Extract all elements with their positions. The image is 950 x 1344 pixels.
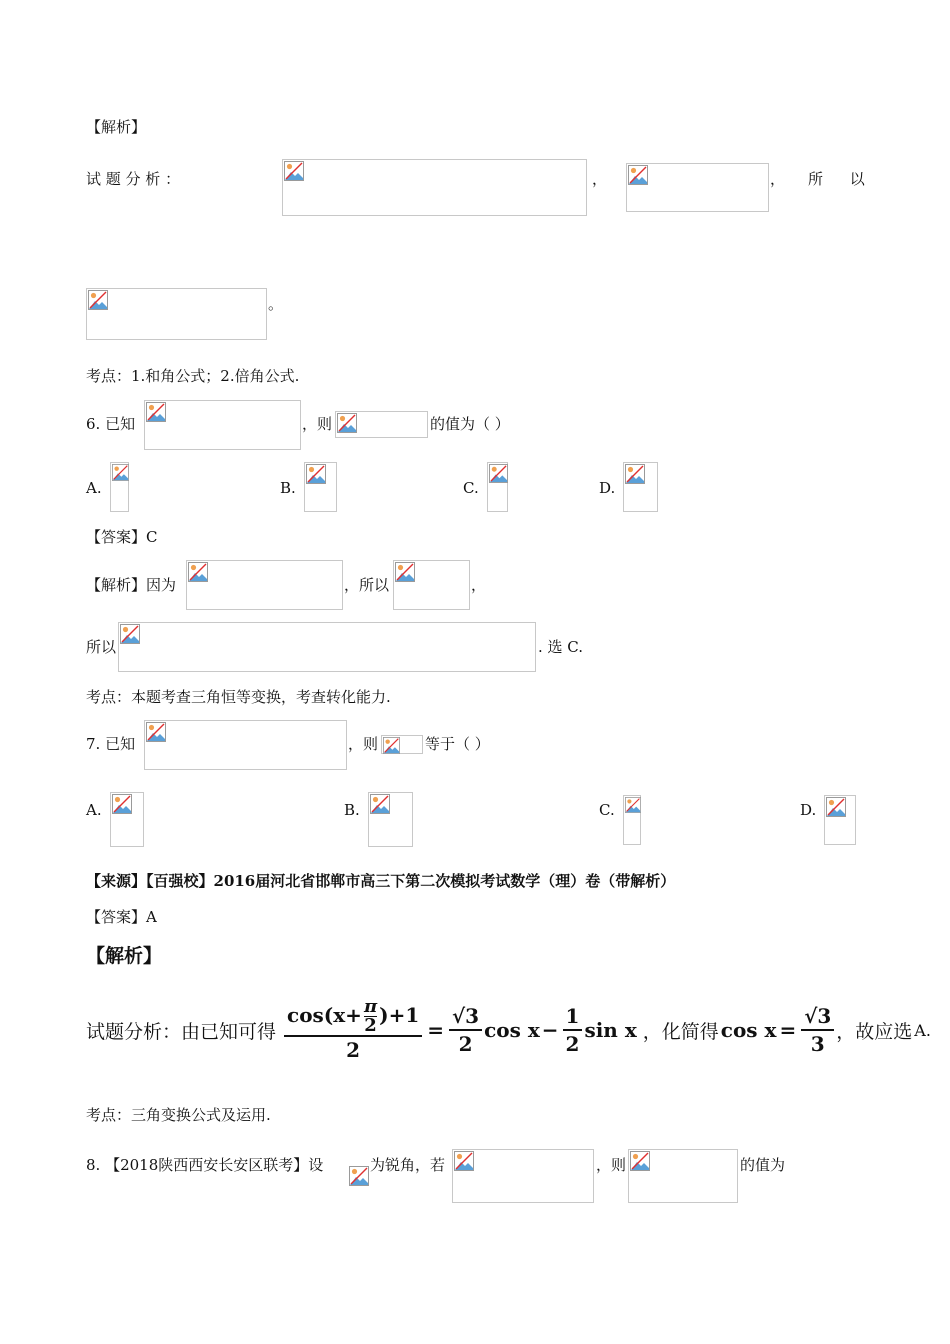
kaodian-2: 考点：本题考查三角恒等变换，考查转化能力. <box>86 688 391 706</box>
q6-select: . 选 C. <box>538 638 584 656</box>
broken-image-icon <box>625 464 645 484</box>
formula-image <box>110 462 129 512</box>
eq-cos: cos(x+ <box>287 1002 362 1027</box>
eq-two: 2 <box>364 1014 377 1036</box>
q7-option-d: D. <box>800 801 817 819</box>
formula-image <box>393 560 470 610</box>
formula-image <box>381 735 423 754</box>
broken-image-icon <box>146 402 166 422</box>
broken-image-icon <box>88 290 108 310</box>
q8-stem-prefix: 8. 【2018陕西西安长安区联考】设 <box>86 1156 324 1174</box>
formula-image <box>452 1149 594 1203</box>
q8-tail: 的值为 <box>740 1156 786 1174</box>
q6-answer: 【答案】C <box>86 528 158 546</box>
eq-den: 2 <box>346 1037 361 1062</box>
broken-image-icon <box>630 1151 650 1171</box>
formula-image <box>335 411 428 438</box>
q6-explanation-prefix: 【解析】因为 <box>86 576 177 594</box>
analysis-intro: 试题分析：由已知可得 <box>86 1020 277 1043</box>
fraction-lhs <box>284 995 422 1063</box>
eq-answer: A. <box>914 1020 931 1040</box>
broken-image-icon <box>306 464 326 484</box>
q8-then: ，则 <box>596 1156 627 1174</box>
broken-image-icon <box>625 797 641 813</box>
formula-image <box>304 462 337 512</box>
eq-two-b: 2 <box>458 1032 473 1056</box>
q6-suoyi-2: 所以 <box>86 638 117 656</box>
formula-image <box>186 560 343 610</box>
formula-image <box>487 462 508 512</box>
formula-image <box>110 792 144 847</box>
q7-then: ，则 <box>348 735 379 753</box>
analysis-equation <box>86 993 931 1067</box>
suoyi-text: 所 以 <box>808 170 865 188</box>
q6-stem-prefix: 6. 已知 <box>86 415 136 433</box>
eq-equals: = <box>427 1018 445 1042</box>
q6-option-d: D. <box>599 479 616 497</box>
formula-image <box>118 622 536 672</box>
broken-image-icon <box>370 794 390 814</box>
section-heading: 【解析】 <box>86 118 147 136</box>
formula-image <box>349 1166 369 1186</box>
comma: ， <box>471 576 487 594</box>
formula-image <box>144 720 347 770</box>
broken-image-icon <box>395 562 415 582</box>
q7-source: 【来源】【百强校】2016届河北省邯郸市高三下第二次模拟考试数学（理）卷（带解析） <box>86 872 676 890</box>
fraction-1-2 <box>563 1003 583 1057</box>
broken-image-icon <box>146 722 166 742</box>
q7-explanation-heading: 【解析】 <box>86 945 163 967</box>
broken-image-icon <box>383 737 400 754</box>
q6-option-c: C. <box>463 479 479 497</box>
formula-image <box>144 400 301 450</box>
broken-image-icon <box>112 794 132 814</box>
formula-image <box>623 462 658 512</box>
eq-two-c: 2 <box>565 1032 580 1056</box>
q6-option-a: A. <box>86 479 102 497</box>
eq-equals-2: = <box>779 1018 797 1042</box>
formula-image <box>282 159 587 216</box>
eq-simplify: ，化简得 <box>642 1020 719 1043</box>
eq-one: 1 <box>563 1003 583 1031</box>
comma: ， <box>770 170 786 188</box>
period: 。 <box>268 295 284 313</box>
broken-image-icon <box>188 562 208 582</box>
formula-image <box>623 795 641 845</box>
q7-option-c: C. <box>599 801 615 819</box>
broken-image-icon <box>628 165 648 185</box>
broken-image-icon <box>337 413 357 433</box>
eq-three: 3 <box>810 1032 825 1056</box>
eq-sinx: sin x <box>584 1018 637 1042</box>
eq-plus1: )+1 <box>379 1002 420 1027</box>
broken-image-icon <box>489 464 508 483</box>
q6-then: ，则 <box>302 415 333 433</box>
formula-image <box>628 1149 738 1203</box>
formula-image <box>86 288 267 340</box>
q7-option-a: A. <box>86 801 102 819</box>
analysis-label: 试 题 分 析 ： <box>86 170 181 188</box>
eq-minus: − <box>541 1018 559 1042</box>
fraction-sqrt3-2 <box>449 1003 482 1057</box>
q8-mid: 为锐角，若 <box>370 1156 446 1174</box>
q6-suoyi: ，所以 <box>344 576 390 594</box>
q7-tail: 等于（ ） <box>425 735 490 753</box>
eq-cosx: cos x <box>484 1018 540 1042</box>
broken-image-icon <box>349 1166 369 1186</box>
eq-pi: π <box>363 995 378 1017</box>
broken-image-icon <box>826 797 846 817</box>
formula-image <box>626 163 769 212</box>
broken-image-icon <box>454 1151 474 1171</box>
broken-image-icon <box>120 624 140 644</box>
q6-tail: 的值为（ ） <box>430 415 510 433</box>
eq-sqrt3: √3 <box>449 1003 482 1031</box>
broken-image-icon <box>112 464 129 481</box>
q6-option-b: B. <box>280 479 296 497</box>
q7-option-b: B. <box>344 801 360 819</box>
eq-end: ，故应选 <box>836 1020 913 1043</box>
q7-stem-prefix: 7. 已知 <box>86 735 136 753</box>
kaodian-3: 考点：三角变换公式及运用. <box>86 1106 271 1124</box>
eq-cosx-2: cos x <box>720 1018 777 1042</box>
formula-image <box>824 795 856 845</box>
q7-answer: 【答案】A <box>86 908 157 926</box>
eq-sqrt3-b: √3 <box>801 1003 834 1031</box>
fraction-sqrt3-3 <box>801 1003 834 1057</box>
comma: ， <box>592 170 608 188</box>
broken-image-icon <box>284 161 304 181</box>
formula-image <box>368 792 413 847</box>
kaodian-1: 考点：1.和角公式；2.倍角公式. <box>86 367 300 385</box>
